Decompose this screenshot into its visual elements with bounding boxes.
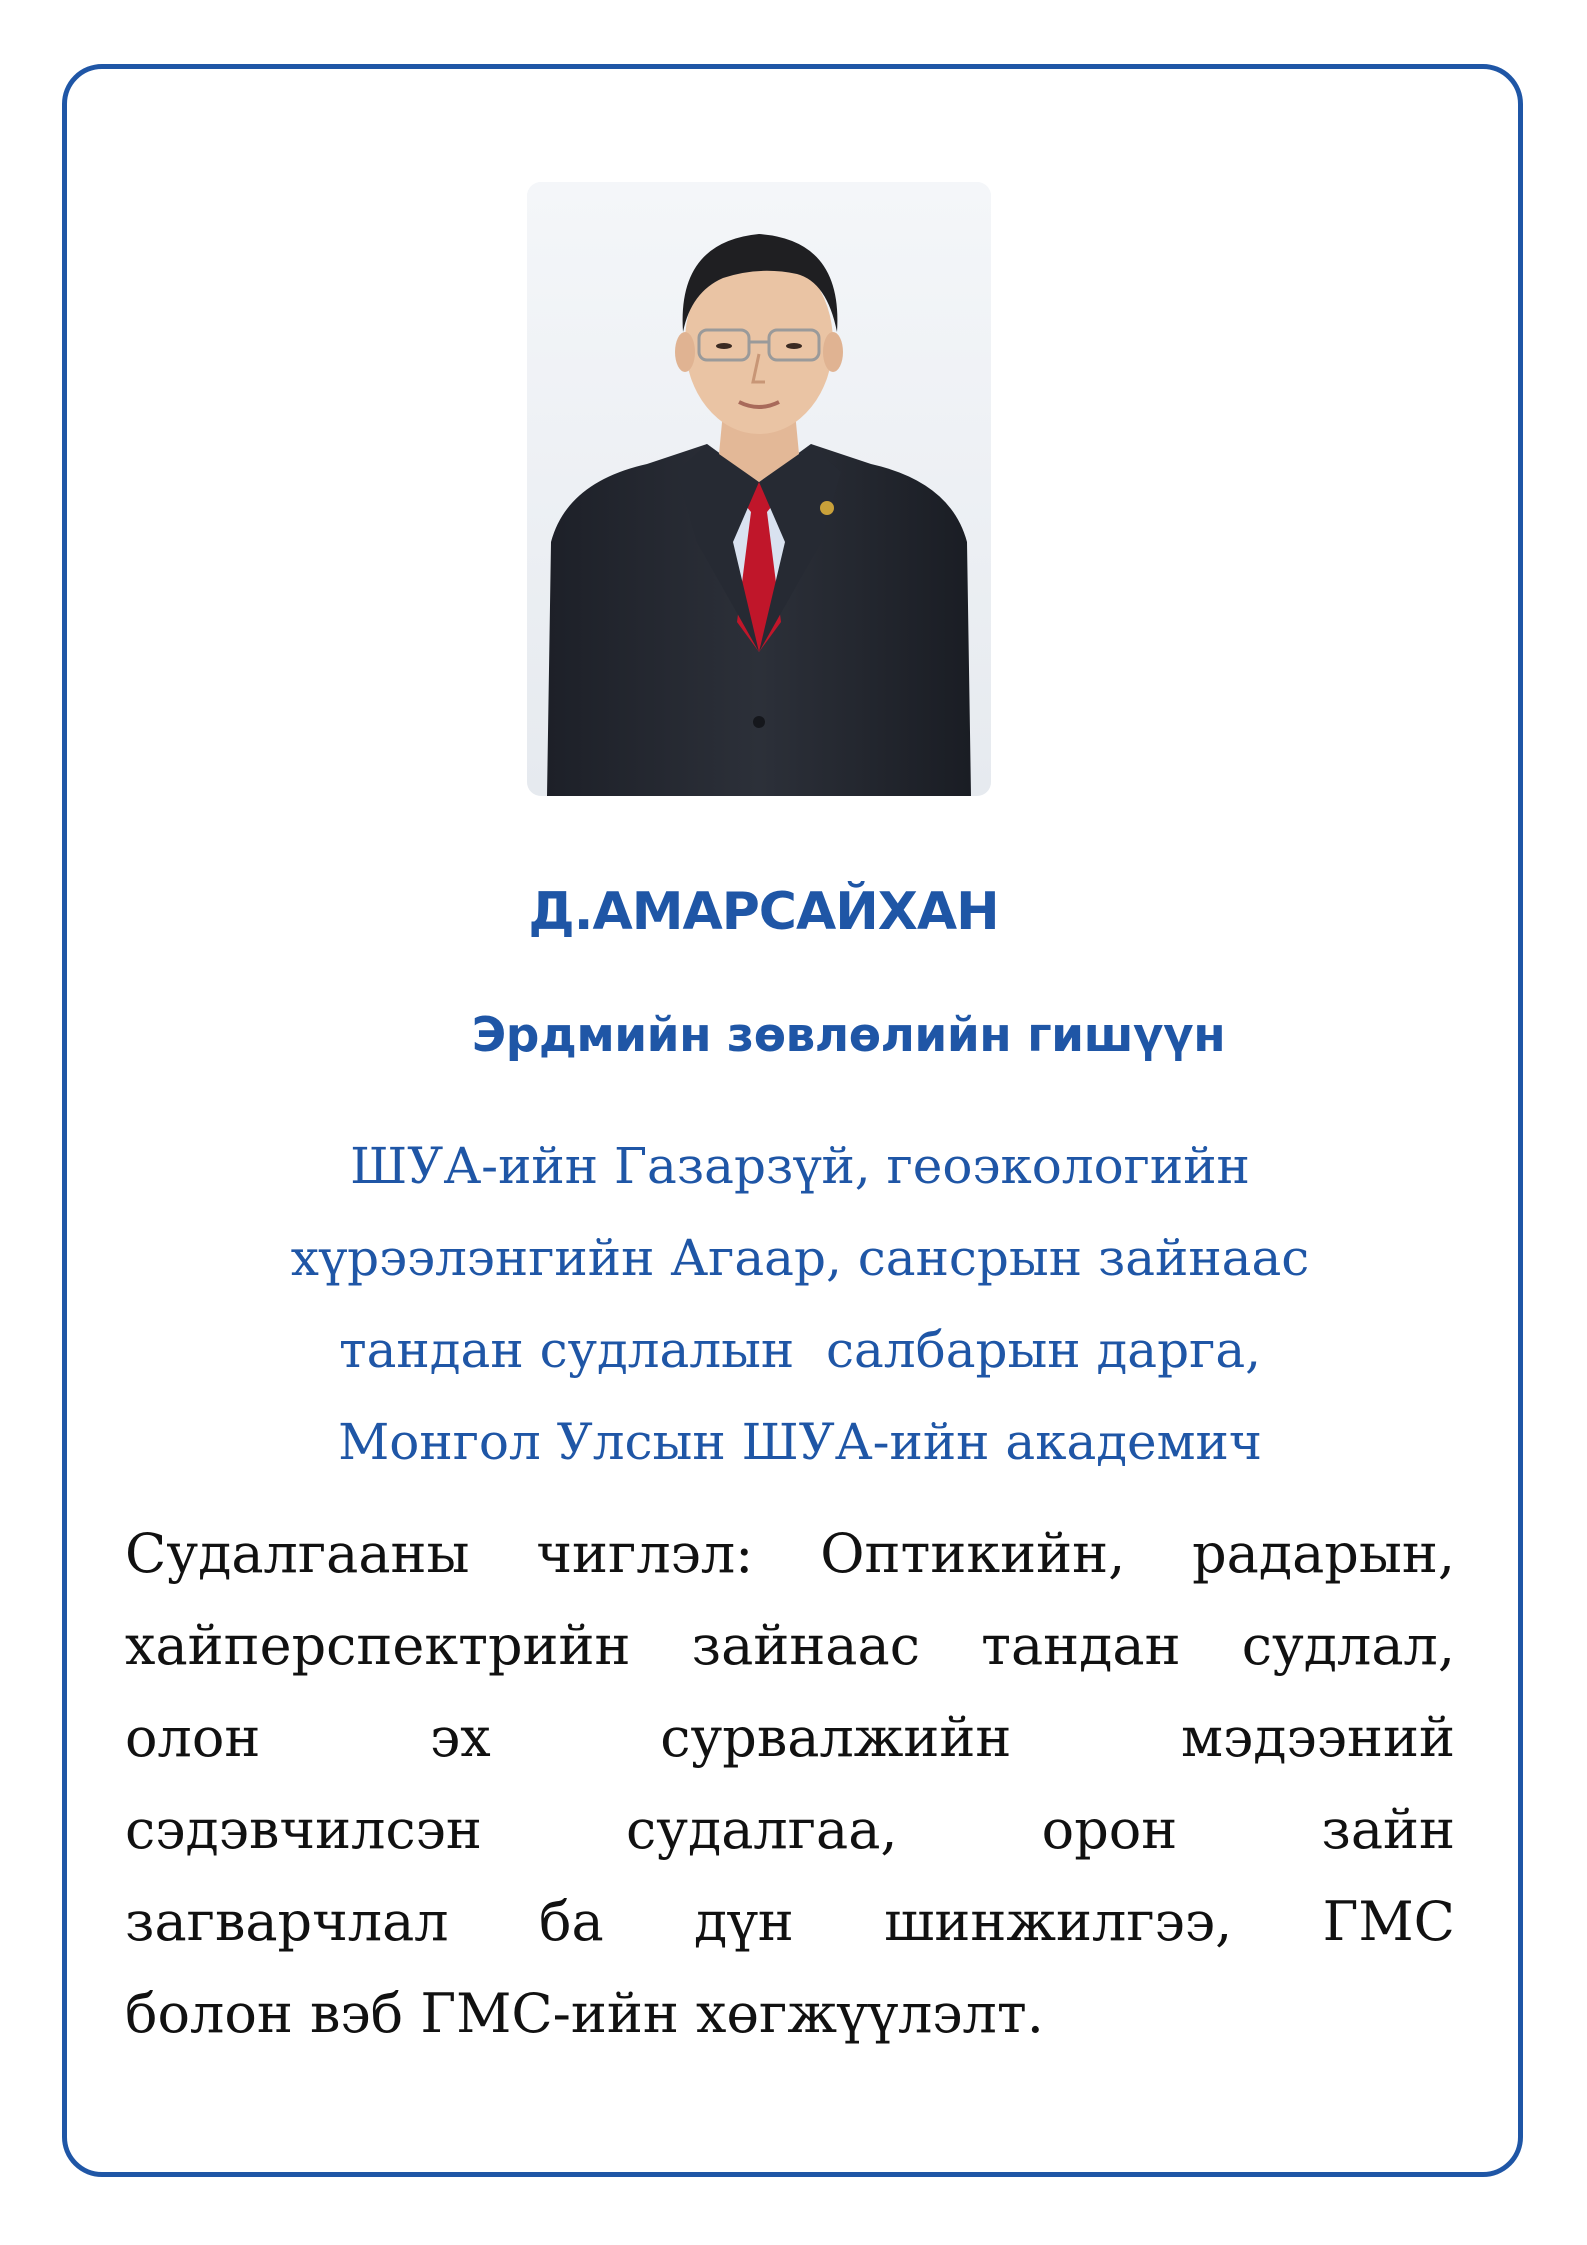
research-line: Судалгааны чиглэл: Оптикийн, радарын, bbox=[125, 1522, 1455, 1585]
research-line: болон вэб ГМС-ийн хөгжүүлэлт. bbox=[125, 1982, 1044, 2045]
research-line: сэдэвчилсэн судалгаа, орон зайн bbox=[125, 1798, 1455, 1861]
affiliation-line: ШУА-ийн Газарзүй, геоэкологийн bbox=[350, 1137, 1250, 1195]
person-name: Д.АМАРСАЙХАН bbox=[528, 882, 999, 942]
portrait-photo bbox=[527, 182, 991, 796]
research-line: хайперспектрийн зайнаас тандан судлал, bbox=[125, 1614, 1455, 1677]
affiliation-block bbox=[130, 1120, 1470, 1488]
research-description bbox=[125, 1508, 1455, 2060]
research-line: загварчлал ба дүн шинжилгээ, ГМС bbox=[125, 1890, 1455, 1953]
research-line: олон эх сурвалжийн мэдээний bbox=[125, 1706, 1455, 1769]
person-role: Эрдмийн зөвлөлийн гишүүн bbox=[471, 1008, 1226, 1063]
affiliation-line: Монгол Улсын ШУА-ийн академич bbox=[338, 1413, 1262, 1471]
affiliation-line: тандан судлалын салбарын дарга, bbox=[338, 1321, 1262, 1379]
affiliation-line: хүрээлэнгийн Агаар, сансрын зайнаас bbox=[290, 1229, 1310, 1287]
